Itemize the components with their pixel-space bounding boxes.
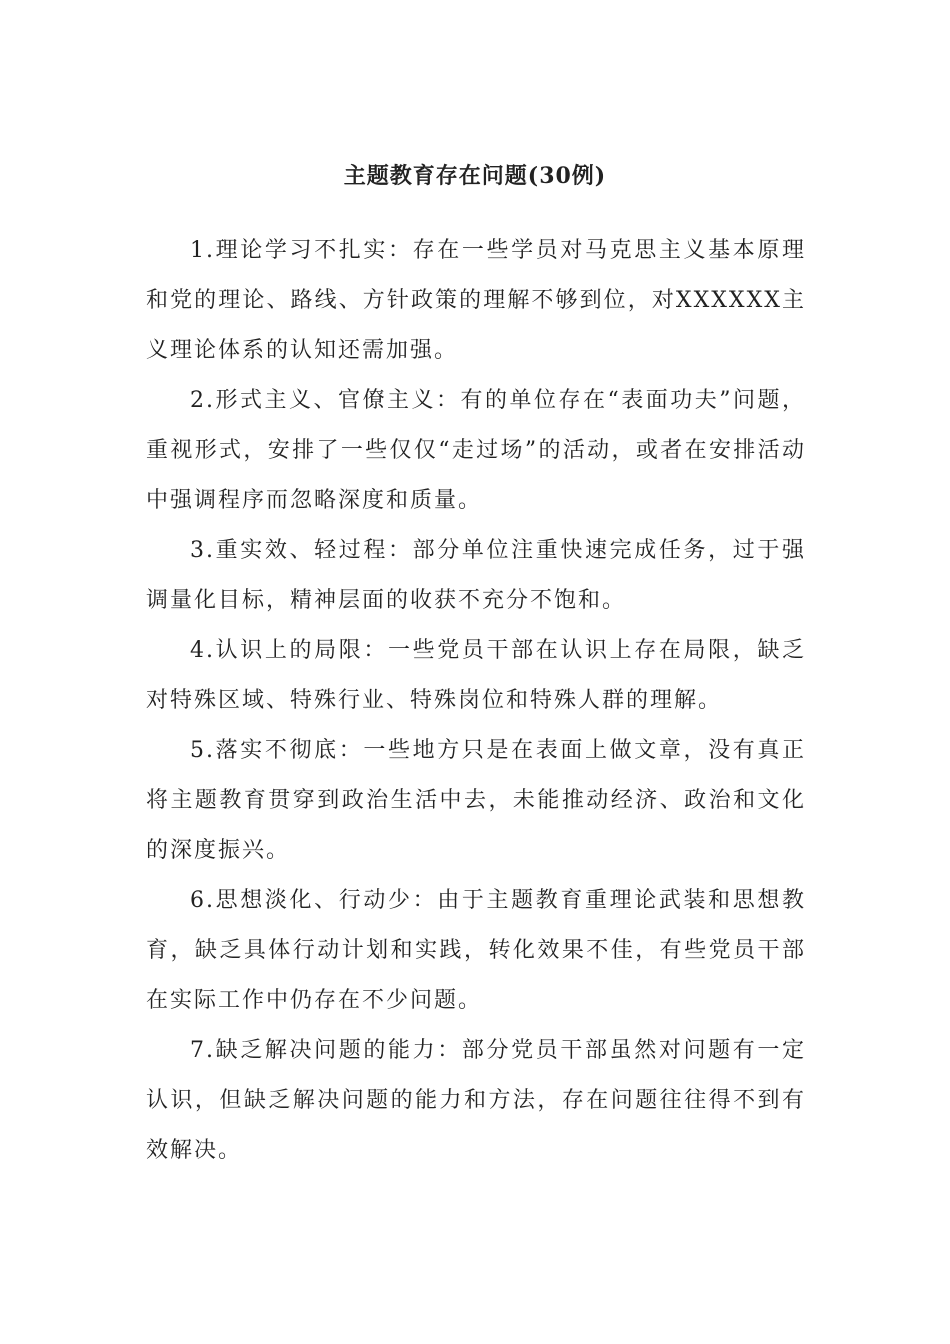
paragraph-7: 7.缺乏解决问题的能力：部分党员干部虽然对问题有一定认识，但缺乏解决问题的能力和方法，存在问题往往得不到有效解决。: [146, 1038, 806, 1163]
document-body: [146, 226, 806, 1176]
paragraph-2: 2.形式主义、官僚主义：有的单位存在“表面功夫”问题，重视形式，安排了一些仅仅“走过场”的活动，或者在安排活动中强调程序而忽略深度和质量。: [146, 388, 806, 513]
paragraph-5: 5.落实不彻底：一些地方只是在表面上做文章，没有真正将主题教育贯穿到政治生活中去，未能推动经济、政治和文化的深度振兴。: [146, 738, 806, 863]
paragraph-6: 6.思想淡化、行动少：由于主题教育重理论武装和思想教育，缺乏具体行动计划和实践，转化效果不佳，有些党员干部在实际工作中仍存在不少问题。: [146, 888, 806, 1013]
paragraph-4: 4.认识上的局限：一些党员干部在认识上存在局限，缺乏对特殊区域、特殊行业、特殊岗位和特殊人群的理解。: [146, 638, 806, 713]
document-title: 主题教育存在问题(30例): [343, 163, 607, 189]
paragraph-3: 3.重实效、轻过程：部分单位注重快速完成任务，过于强调量化目标，精神层面的收获不充分不饱和。: [146, 538, 806, 613]
paragraph-1: 1.理论学习不扎实：存在一些学员对马克思主义基本原理和党的理论、路线、方针政策的理解不够到位，对XXXXXX主义理论体系的认知还需加强。: [146, 238, 806, 363]
